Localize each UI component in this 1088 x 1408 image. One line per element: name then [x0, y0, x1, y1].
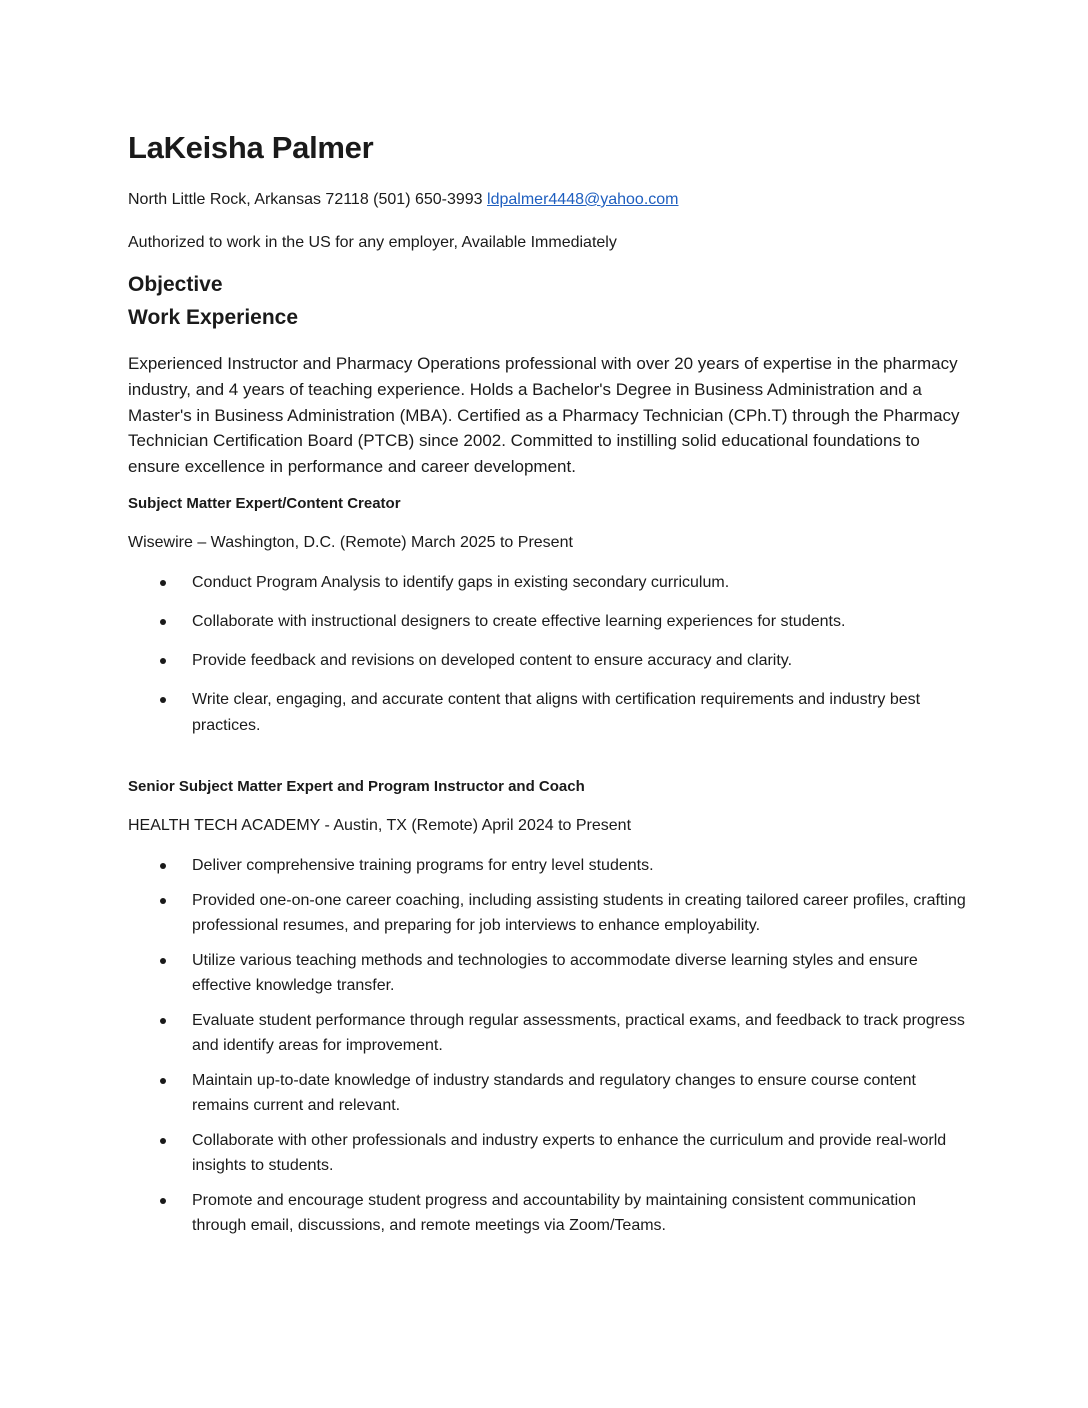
job-bullet-text: Write clear, engaging, and accurate content that aligns with certification requirements and industry best practices.	[192, 691, 921, 734]
job-bullet	[128, 687, 968, 738]
job-bullet-list	[128, 570, 968, 752]
professional-summary: Experienced Instructor and Pharmacy Operations professional with over 20 years of expertise in the pharmacy industry, and 4 years of teaching experience. Holds a Bachelor's Degree in Business Administration and a Master's in Business Administration (MBA). Certified as a Pharmacy Technician (CPh.T) through the Pharmacy Technician Certification Board (PTCB) since 2002. Committed to instilling solid educational foundations to ensure excellence in performance and career development.	[128, 354, 960, 477]
bullet-icon	[160, 958, 166, 964]
job-bullet	[128, 570, 968, 596]
job-bullet-list	[128, 853, 968, 1248]
bullet-icon	[160, 580, 166, 586]
bullet-icon	[160, 658, 166, 664]
job-title: Subject Matter Expert/Content Creator	[128, 495, 401, 512]
bullet-icon	[160, 619, 166, 625]
bullet-icon	[160, 1138, 166, 1144]
job-bullet-text: Utilize various teaching methods and technologies to accommodate diverse learning styles and ensure effective knowledge transfer.	[192, 951, 918, 994]
contact-line	[128, 191, 679, 209]
job-bullet	[128, 1128, 968, 1179]
job-bullet	[128, 1008, 968, 1059]
bullet-icon	[160, 863, 166, 869]
job-bullet	[128, 853, 968, 879]
job-bullet-text: Evaluate student performance through regular assessments, practical exams, and feedback to track progress and identify areas for improvement.	[192, 1011, 965, 1054]
job-bullet	[128, 1188, 968, 1239]
job-bullet-text: Provided one-on-one career coaching, including assisting students in creating tailored career profiles, crafting professional resumes, and preparing for job interviews to enhance employability.	[192, 891, 966, 934]
job-bullet-text: Collaborate with other professionals and industry experts to enhance the curriculum and provide real-world insights to students.	[192, 1131, 947, 1174]
job-bullet-text: Promote and encourage student progress and accountability by maintaining consistent communication through email, discussions, and remote meetings via Zoom/Teams.	[192, 1191, 916, 1234]
job-bullet	[128, 888, 968, 939]
job-title: Senior Subject Matter Expert and Program Instructor and Coach	[128, 778, 585, 795]
bullet-icon	[160, 1198, 166, 1204]
bullet-icon	[160, 1078, 166, 1084]
job-bullet-text: Provide feedback and revisions on developed content to ensure accuracy and clarity.	[192, 652, 793, 669]
job-bullet-text: Deliver comprehensive training programs for entry level students.	[192, 857, 654, 874]
bullet-icon	[160, 898, 166, 904]
work-authorization: Authorized to work in the US for any employer, Available Immediately	[128, 234, 617, 251]
job-bullet-text: Conduct Program Analysis to identify gaps in existing secondary curriculum.	[192, 574, 730, 591]
job-bullet-text: Collaborate with instructional designers to create effective learning experiences for students.	[192, 613, 846, 630]
candidate-name: LaKeisha Palmer	[128, 130, 374, 165]
email-link[interactable]: ldpalmer4448@yahoo.com	[487, 191, 679, 208]
contact-address-phone: North Little Rock, Arkansas 72118 (501) 650-3993	[128, 191, 488, 208]
job-bullet	[128, 609, 968, 635]
job-bullet	[128, 1068, 968, 1119]
job-company-dates: Wisewire – Washington, D.C. (Remote) March 2025 to Present	[128, 534, 573, 551]
bullet-icon	[160, 1018, 166, 1024]
bullet-icon	[160, 697, 166, 703]
job-bullet-text: Maintain up-to-date knowledge of industry standards and regulatory changes to ensure course content remains current and relevant.	[192, 1071, 916, 1114]
objective-heading: Objective	[128, 273, 223, 296]
job-bullet	[128, 948, 968, 999]
job-bullet	[128, 648, 968, 674]
job-company-dates: HEALTH TECH ACADEMY - Austin, TX (Remote) April 2024 to Present	[128, 817, 632, 834]
work-experience-heading: Work Experience	[128, 306, 299, 329]
